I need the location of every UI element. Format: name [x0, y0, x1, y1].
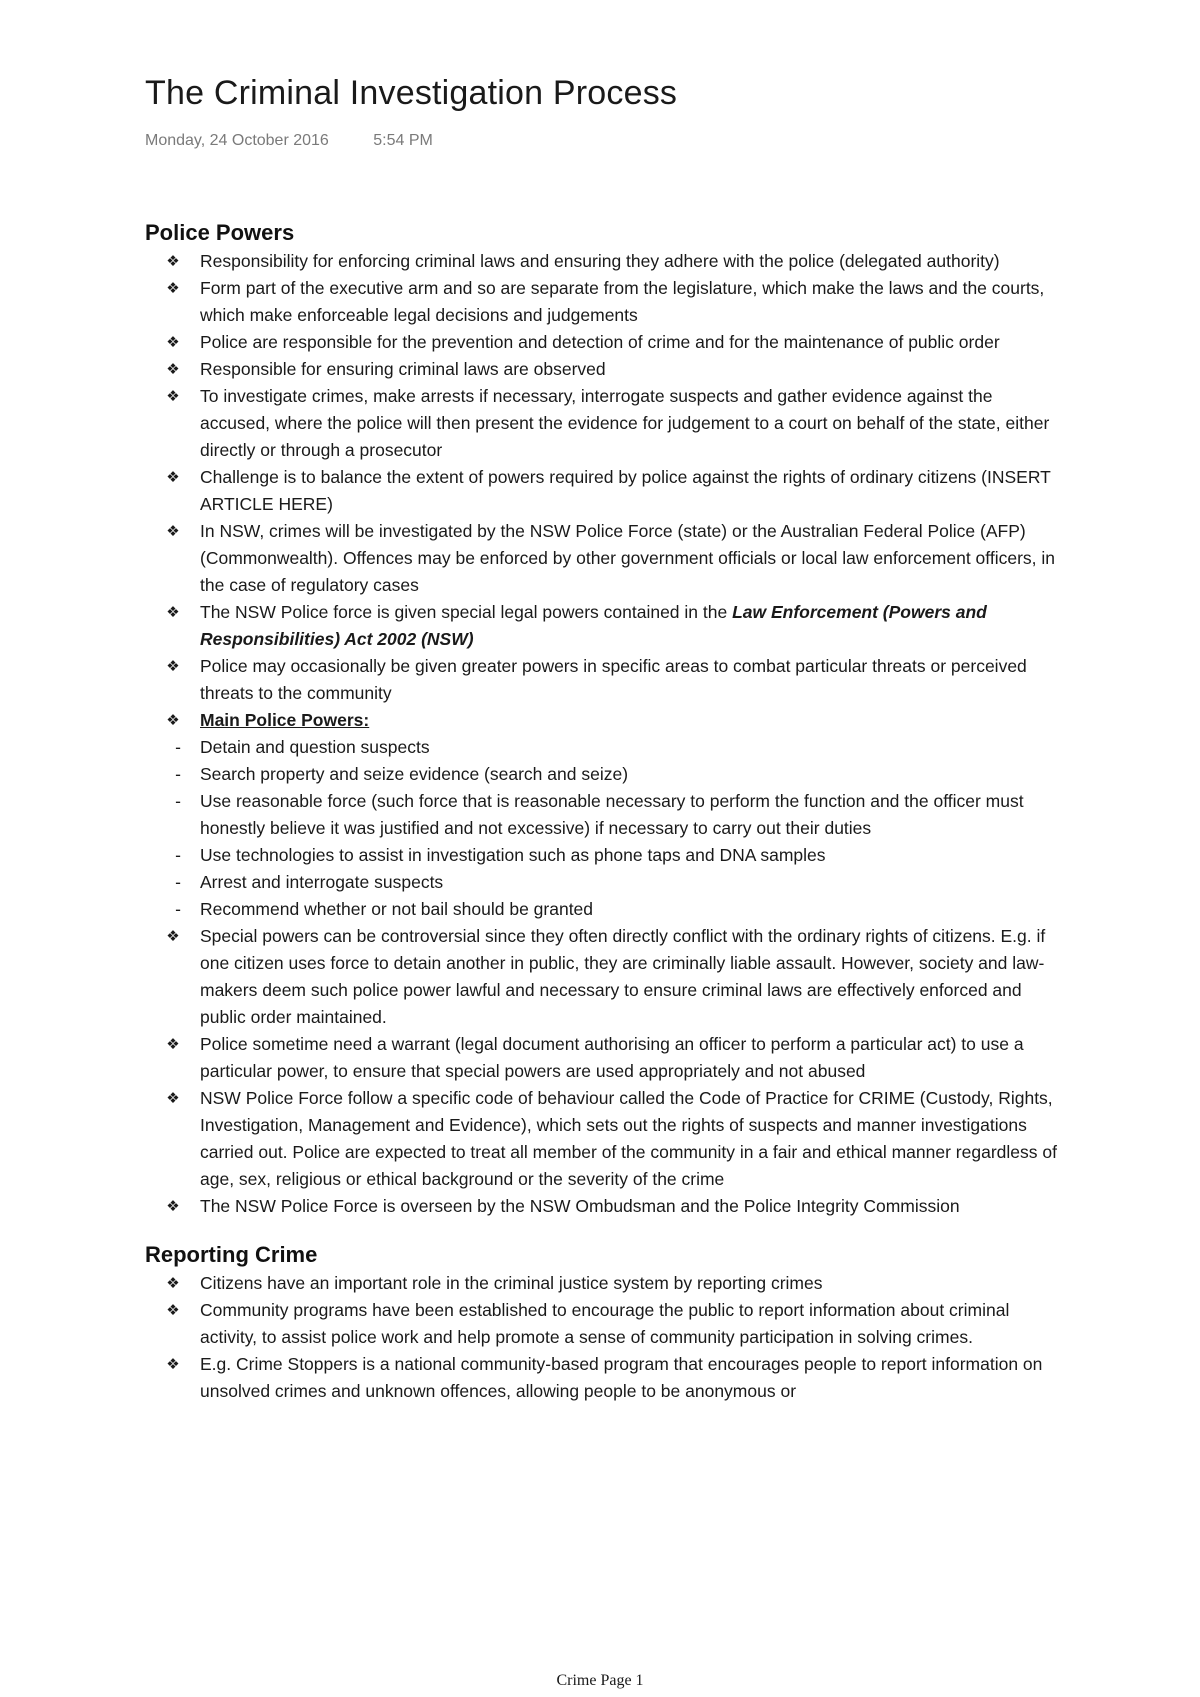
sub-list-item: - Use reasonable force (such force that is reasonable necessary to perform the function and the officer must honestly believe it was justified and not excessive) if necessary to carry out their duties — [145, 788, 1065, 842]
police-powers-list — [145, 248, 1065, 1220]
page-footer: Crime Page 1 — [556, 1672, 644, 1689]
four-petal-diamond-icon: ❖ — [166, 333, 180, 351]
four-petal-diamond-icon: ❖ — [166, 252, 180, 270]
four-petal-diamond-icon: ❖ — [166, 603, 180, 621]
section-heading-reporting-crime: Reporting Crime — [145, 1242, 318, 1267]
section-heading-police-powers: Police Powers — [145, 220, 295, 245]
dash-bullet: - — [175, 764, 181, 784]
list-item: ❖ To investigate crimes, make arrests if necessary, interrogate suspects and gather evidence against the accused, where the police will then present the evidence for judgement to a court on behalf of the state, either directly or through a prosecutor — [145, 383, 1065, 464]
page-date: Monday, 24 October 2016 — [145, 132, 329, 149]
four-petal-diamond-icon: ❖ — [166, 387, 180, 405]
list-item: ❖ Police are responsible for the prevention and detection of crime and for the maintenance of public order — [145, 329, 1065, 356]
list-item: ❖ Challenge is to balance the extent of powers required by police against the rights of ordinary citizens (INSERT ARTICLE HERE) — [145, 464, 1065, 518]
four-petal-diamond-icon: ❖ — [166, 468, 180, 486]
page-time: 5:54 PM — [373, 132, 433, 149]
sub-list-item: - Use technologies to assist in investigation such as phone taps and DNA samples — [145, 842, 1065, 869]
four-petal-diamond-icon: ❖ — [166, 360, 180, 378]
note-content — [145, 218, 1065, 1405]
dash-bullet: - — [175, 872, 181, 892]
list-item: ❖ Special powers can be controversial since they often directly conflict with the ordinary rights of citizens. E.g. if one citizen uses force to detain another in public, they are criminally liable assault. However, society and law-makers deem such police power lawful and necessary to ensure criminal laws are effectively enforced and public order maintained. — [145, 923, 1065, 1031]
list-item: ❖ Form part of the executive arm and so are separate from the legislature, which make the laws and the courts, which make enforceable legal decisions and judgements — [145, 275, 1065, 329]
four-petal-diamond-icon: ❖ — [166, 927, 180, 945]
four-petal-diamond-icon: ❖ — [166, 657, 180, 675]
four-petal-diamond-icon: ❖ — [166, 1197, 180, 1215]
list-item: ❖ Community programs have been established to encourage the public to report information about criminal activity, to assist police work and help promote a sense of community participation in solving crimes. — [145, 1297, 1065, 1351]
list-item: ❖ Responsible for ensuring criminal laws are observed — [145, 356, 1065, 383]
sub-list-item: - Detain and question suspects — [145, 734, 1065, 761]
list-item: ❖ The NSW Police Force is overseen by the NSW Ombudsman and the Police Integrity Commission — [145, 1193, 1065, 1220]
four-petal-diamond-icon: ❖ — [166, 1301, 180, 1319]
sub-list-item: - Recommend whether or not bail should be granted — [145, 896, 1065, 923]
four-petal-diamond-icon: ❖ — [166, 279, 180, 297]
list-item: ❖ Police may occasionally be given greater powers in specific areas to combat particular threats or perceived threats to the community — [145, 653, 1065, 707]
list-item — [145, 707, 1065, 734]
list-item: ❖ Responsibility for enforcing criminal laws and ensuring they adhere with the police (delegated authority) — [145, 248, 1065, 275]
dash-bullet: - — [175, 791, 181, 811]
four-petal-diamond-icon: ❖ — [166, 1355, 180, 1373]
list-item: ❖ In NSW, crimes will be investigated by the NSW Police Force (state) or the Australian Federal Police (AFP) (Commonwealth). Offences may be enforced by other government officials or local law enforcement officers, in the case of regulatory cases — [145, 518, 1065, 599]
dash-bullet: - — [175, 737, 181, 757]
four-petal-diamond-icon: ❖ — [166, 1274, 180, 1292]
four-petal-diamond-icon: ❖ — [166, 1035, 180, 1053]
list-item: ❖ NSW Police Force follow a specific code of behaviour called the Code of Practice for CRIME (Custody, Rights, Investigation, Management and Evidence), which sets out the rights of suspects and manner investigations carried out. Police are expected to treat all member of the community in a fair and ethical manner regardless of age, sex, religious or ethical background or the severity of the crime — [145, 1085, 1065, 1193]
dash-bullet: - — [175, 845, 181, 865]
main-powers-label: Main Police Powers: — [200, 710, 370, 730]
act-name: Law Enforcement (Powers and Responsibilities) Act 2002 (NSW) — [200, 602, 987, 649]
list-item: ❖ E.g. Crime Stoppers is a national community-based program that encourages people to report information on unsolved crimes and unknown offences, allowing people to be anonymous or — [145, 1351, 1065, 1405]
list-item: ❖ Police sometime need a warrant (legal document authorising an officer to perform a particular act) to use a particular power, to ensure that special powers are used appropriately and not abused — [145, 1031, 1065, 1085]
four-petal-diamond-icon: ❖ — [166, 711, 180, 729]
page-meta — [145, 132, 433, 150]
dash-bullet: - — [175, 899, 181, 919]
page-title: The Criminal Investigation Process — [145, 74, 678, 112]
four-petal-diamond-icon: ❖ — [166, 1089, 180, 1107]
sub-list-item: - Search property and seize evidence (search and seize) — [145, 761, 1065, 788]
four-petal-diamond-icon: ❖ — [166, 522, 180, 540]
reporting-crime-list — [145, 1270, 1065, 1405]
sub-list-item: - Arrest and interrogate suspects — [145, 869, 1065, 896]
list-item: ❖ The NSW Police force is given special legal powers contained in the Law Enforcement (Powers and Responsibilities) Act 2002 (NSW) — [145, 599, 1065, 653]
list-item: ❖ Citizens have an important role in the criminal justice system by reporting crimes — [145, 1270, 1065, 1297]
